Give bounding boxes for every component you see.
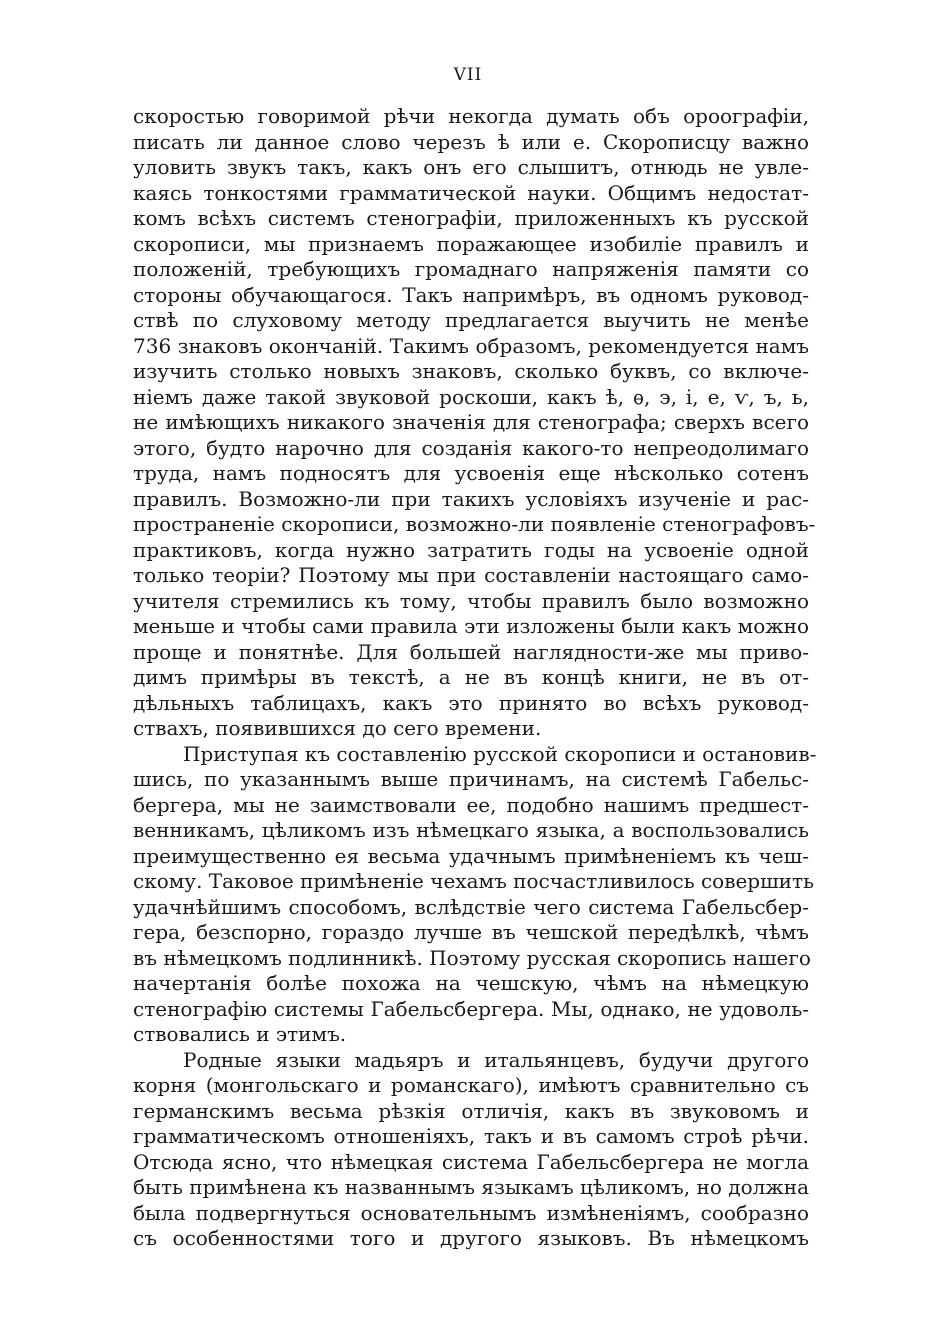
text-line: учителя стремились къ тому, чтобы правилъ было возможно xyxy=(133,588,809,613)
text-line: ніемъ даже такой звуковой роскоши, какъ ѣ, ѳ, э, і, е, ѵ, ъ, ь, xyxy=(133,384,809,409)
text-line: меньше и чтобы сами правила эти изложены были какъ можно xyxy=(133,614,809,638)
text-line: проще и понятнѣе. Для большей наглядности-же мы приво- xyxy=(133,639,809,664)
body-text xyxy=(133,104,817,1252)
text-line: ствѣ по слуховому методу предлагается выучить не менѣе xyxy=(133,308,809,332)
text-line: грамматическомъ отношеніяхъ, такъ и въ самомъ строѣ рѣчи. xyxy=(133,1124,809,1148)
text-line: Приступая къ составленію русской скорописи и остановив- xyxy=(183,741,817,766)
text-line: ствовались и этимъ. xyxy=(133,1022,347,1046)
text-line: 736 знаковъ окончаній. Такимъ образомъ, рекомендуется намъ xyxy=(133,333,809,358)
text-line: комъ всѣхъ системъ стенографіи, приложенныхъ къ русской xyxy=(133,206,809,230)
paragraph xyxy=(133,741,817,1048)
text-line: быть примѣнена къ названнымъ языкамъ цѣликомъ, но должна xyxy=(133,1175,809,1199)
text-line: преимущественно ея весьма удачнымъ примѣненіемъ къ чеш- xyxy=(133,843,809,868)
text-line: уловить звукъ такъ, какъ онъ его слышитъ, отнюдь не увле- xyxy=(133,155,809,179)
text-line: ствахъ, появившихся до сего времени. xyxy=(133,716,542,740)
text-line: этого, будто нарочно для созданія какого-то непреодолимаго xyxy=(133,435,809,460)
text-line: Отсюда ясно, что нѣмецкая система Габельсбергера не могла xyxy=(133,1149,809,1174)
text-line: шись, по указаннымъ выше причинамъ, на системѣ Габельс- xyxy=(133,767,809,791)
text-line: начертанія болѣе похожа на чешскую, чѣмъ на нѣмецкую xyxy=(133,971,809,995)
text-line: германскимъ весьма рѣзкія отличія, какъ въ звуковомъ и xyxy=(133,1098,809,1123)
text-line: венникамъ, цѣликомъ изъ нѣмецкаго языка, а воспользовались xyxy=(133,818,809,842)
text-line: Родные языки мадьяръ и итальянцевъ, будучи другого xyxy=(183,1047,809,1072)
text-line: не имѣющихъ никакого значенія для стенографа; сверхъ всего xyxy=(133,410,809,434)
text-line: только теоріи? Поэтому мы при составленіи настоящаго само- xyxy=(133,563,809,587)
text-line: писать ли данное слово черезъ ѣ или е. Скорописцу важно xyxy=(133,129,809,154)
text-line: практиковъ, когда нужно затратить годы на усвоеніе одной xyxy=(133,537,809,562)
text-line: скоростью говоримой рѣчи некогда думать объ ороографіи, xyxy=(133,104,809,128)
text-line: удачнѣйшимъ способомъ, вслѣдствіе чего система Габельсбер- xyxy=(133,894,809,919)
paragraph xyxy=(133,1048,809,1252)
text-line: гера, безспорно, гораздо лучше въ чешской передѣлкѣ, чѣмъ xyxy=(133,920,809,944)
text-line: дѣльныхъ таблицахъ, какъ это принято во всѣхъ руковод- xyxy=(133,690,809,715)
text-line: скорописи, мы признаемъ поражающее изобиліе правилъ и xyxy=(133,231,809,256)
text-line: каясь тонкостями грамматической науки. Общимъ недостат- xyxy=(133,180,809,205)
paragraph xyxy=(133,104,816,742)
text-line: изучить столько новыхъ знаковъ, сколько буквъ, со включе- xyxy=(133,359,809,383)
text-line: правилъ. Возможно-ли при такихъ условіяхъ изученіе и рас- xyxy=(133,486,809,511)
text-line: бергера, мы не заимствовали ее, подобно нашимъ предшест- xyxy=(133,792,809,817)
text-line: труда, намъ подносятъ для усвоенія еще нѣсколько сотенъ xyxy=(133,461,809,485)
text-line: димъ примѣры въ текстѣ, а не въ концѣ книги, не въ от- xyxy=(133,665,809,689)
page-number: VII xyxy=(453,65,483,85)
text-line: положеній, требующихъ громаднаго напряженія памяти со xyxy=(133,257,809,281)
text-line: съ особенностями того и другого языковъ. Въ нѣмецкомъ xyxy=(133,1226,809,1250)
text-line: стороны обучающагося. Такъ напримѣръ, въ одномъ руковод- xyxy=(133,282,809,307)
text-line: была подвергнуться основательнымъ измѣненіямъ, сообразно xyxy=(133,1200,809,1225)
text-line: въ нѣмецкомъ подлинникѣ. Поэтому русская скоропись нашего xyxy=(133,945,811,970)
text-line: стенографію системы Габельсбергера. Мы, однако, не удоволь- xyxy=(133,996,809,1021)
text-line: корня (монгольскаго и романскаго), имѣютъ сравнительно съ xyxy=(133,1073,809,1097)
text-line: скому. Таковое примѣненіе чехамъ посчастливилось совершить xyxy=(133,869,814,893)
text-line: пространеніе скорописи, возможно-ли появленіе стенографовъ- xyxy=(133,512,816,536)
